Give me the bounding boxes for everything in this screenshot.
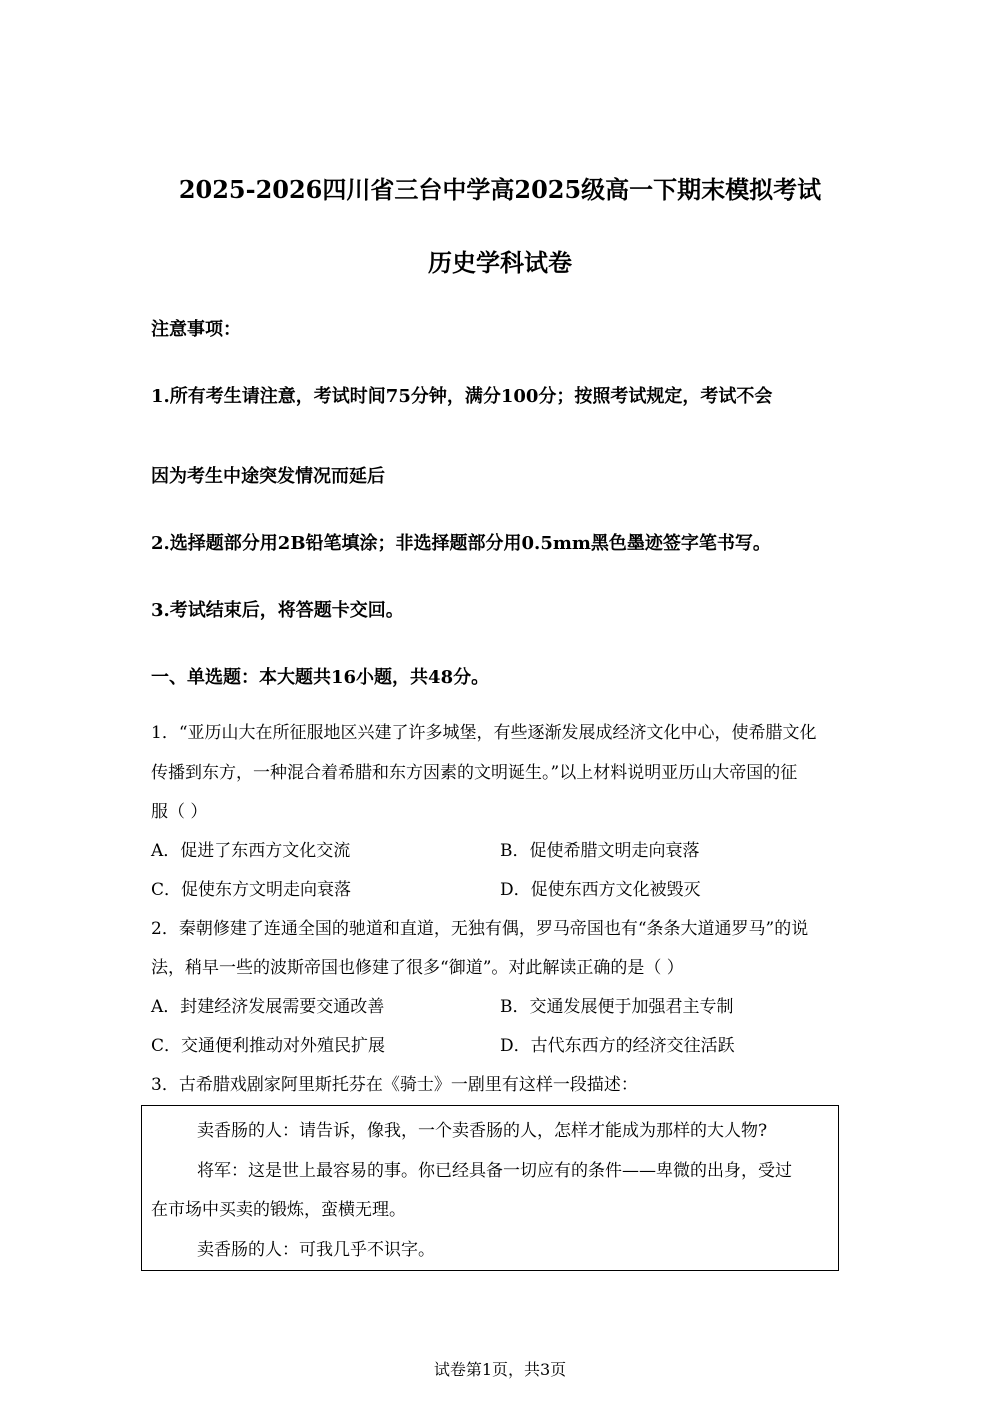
section-1-heading: 一、单选题：本大题共16小题，共48分。 bbox=[151, 667, 490, 688]
question-1-option-d: D．促使东西方文化被毁灭 bbox=[500, 880, 701, 900]
question-1-stem-line-3: 服（ ） bbox=[151, 802, 208, 822]
notice-item-2: 2.选择题部分用2B铅笔填涂；非选择题部分用0.5mm黑色墨迹签字笔书写。 bbox=[151, 533, 771, 554]
question-2-option-d: D．古代东西方的经济交往活跃 bbox=[500, 1036, 735, 1056]
exam-title-line1: 2025-2026四川省三台中学高2025级高一下期末模拟考试 bbox=[178, 175, 822, 204]
notice-item-3: 3.考试结束后，将答题卡交回。 bbox=[151, 600, 404, 621]
exam-title-line2: 历史学科试卷 bbox=[428, 248, 572, 277]
notice-item-1-line-2: 因为考生中途突发情况而延后 bbox=[151, 466, 385, 487]
notice-heading: 注意事项： bbox=[151, 319, 241, 340]
question-2-stem-line-2: 法，稍早一些的波斯帝国也修建了很多“御道”。对此解读正确的是（ ） bbox=[151, 958, 684, 978]
question-3-stem-line-1: 3．古希腊戏剧家阿里斯托芬在《骑士》一剧里有这样一段描述： bbox=[151, 1075, 638, 1095]
quote-line-1: 卖香肠的人：请告诉，像我，一个卖香肠的人，怎样才能成为那样的大人物? bbox=[197, 1121, 768, 1141]
quote-line-3: 在市场中买卖的锻炼，蛮横无理。 bbox=[151, 1200, 406, 1220]
question-1-option-b: B．促使希腊文明走向衰落 bbox=[500, 841, 700, 861]
question-2-option-c: C．交通便利推动对外殖民扩展 bbox=[151, 1036, 386, 1056]
question-2-option-b: B．交通发展便于加强君主专制 bbox=[500, 997, 734, 1017]
question-2-stem-line-1: 2．秦朝修建了连通全国的驰道和直道，无独有偶，罗马帝国也有“条条大道通罗马”的说 bbox=[151, 919, 809, 939]
notice-item-1-line-1: 1.所有考生请注意，考试时间75分钟，满分100分；按照考试规定，考试不会 bbox=[151, 386, 773, 407]
page-footer: 试卷第1页，共3页 bbox=[433, 1360, 567, 1379]
quote-line-4: 卖香肠的人：可我几乎不识字。 bbox=[197, 1240, 435, 1260]
question-1-option-a: A．促进了东西方文化交流 bbox=[151, 841, 351, 861]
question-2-option-a: A．封建经济发展需要交通改善 bbox=[151, 997, 385, 1017]
question-1-option-c: C．促使东方文明走向衰落 bbox=[151, 880, 352, 900]
quote-line-2: 将军：这是世上最容易的事。你已经具备一切应有的条件——卑微的出身，受过 bbox=[197, 1161, 792, 1181]
question-1-stem-line-1: 1．“亚历山大在所征服地区兴建了许多城堡，有些逐渐发展成经济文化中心，使希腊文化 bbox=[151, 723, 817, 743]
question-1-stem-line-2: 传播到东方，一种混合着希腊和东方因素的文明诞生。”以上材料说明亚历山大帝国的征 bbox=[151, 763, 798, 783]
